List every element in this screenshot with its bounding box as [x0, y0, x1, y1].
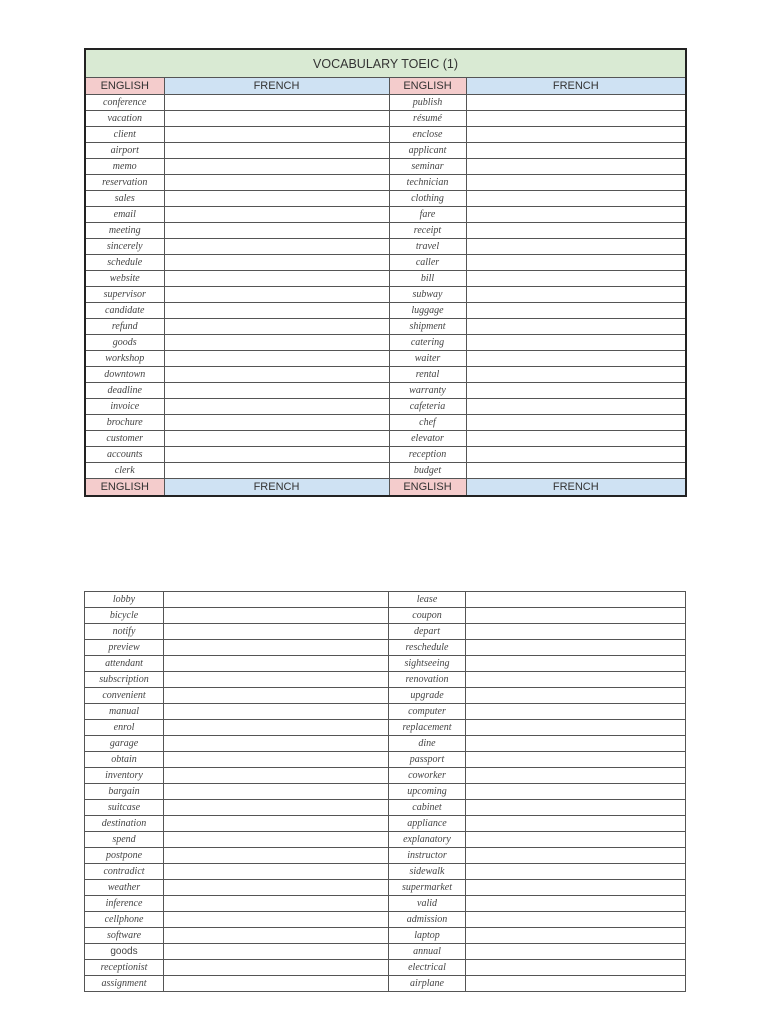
french-answer-field-right[interactable]	[466, 127, 686, 143]
english-word-left: obtain	[85, 752, 164, 768]
french-answer-field-left[interactable]	[164, 351, 389, 367]
table-row	[85, 656, 686, 672]
french-answer-field-right[interactable]	[466, 463, 686, 479]
english-word-right: renovation	[389, 672, 466, 688]
french-answer-field-left[interactable]	[164, 736, 389, 752]
french-answer-field-right[interactable]	[466, 447, 686, 463]
french-answer-field-left[interactable]	[164, 720, 389, 736]
english-word-left: cellphone	[85, 912, 164, 928]
french-answer-field-right[interactable]	[466, 431, 686, 447]
table-row	[85, 463, 686, 479]
english-word-right: airplane	[389, 976, 466, 992]
english-word-right: supermarket	[389, 880, 466, 896]
table-row	[85, 848, 686, 864]
english-word-left: meeting	[85, 223, 164, 239]
english-word-right: luggage	[389, 303, 466, 319]
english-word-left: notify	[85, 624, 164, 640]
english-word-right: clothing	[389, 191, 466, 207]
english-word-right: chef	[389, 415, 466, 431]
french-answer-field-right[interactable]	[466, 784, 686, 800]
english-word-right: bill	[389, 271, 466, 287]
french-answer-field-left[interactable]	[164, 143, 389, 159]
french-answer-field-left[interactable]	[164, 175, 389, 191]
vocabulary-table-2	[84, 591, 686, 992]
table-row	[85, 832, 686, 848]
english-word-left: reservation	[85, 175, 164, 191]
french-answer-field-right[interactable]	[466, 239, 686, 255]
header-row	[85, 78, 686, 95]
english-word-right: passport	[389, 752, 466, 768]
table-row	[85, 608, 686, 624]
english-word-left: clerk	[85, 463, 164, 479]
french-answer-field-right[interactable]	[466, 383, 686, 399]
english-word-left: spend	[85, 832, 164, 848]
table-row	[85, 431, 686, 447]
french-answer-field-left[interactable]	[164, 207, 389, 223]
french-answer-field-right[interactable]	[466, 271, 686, 287]
french-answer-field-left[interactable]	[164, 223, 389, 239]
french-answer-field-left[interactable]	[164, 816, 389, 832]
french-answer-field-right[interactable]	[466, 111, 686, 127]
french-answer-field-right[interactable]	[466, 656, 686, 672]
english-word-right: sidewalk	[389, 864, 466, 880]
table-row	[85, 672, 686, 688]
table-row	[85, 95, 686, 111]
english-word-right: reception	[389, 447, 466, 463]
table-row	[85, 704, 686, 720]
french-answer-field-right[interactable]	[466, 720, 686, 736]
english-word-left: email	[85, 207, 164, 223]
english-word-right: coworker	[389, 768, 466, 784]
table-row	[85, 223, 686, 239]
french-answer-field-right[interactable]	[466, 367, 686, 383]
english-word-right: cabinet	[389, 800, 466, 816]
french-answer-field-right[interactable]	[466, 880, 686, 896]
table-row	[85, 592, 686, 608]
table-row	[85, 864, 686, 880]
footer-header-french-left: FRENCH	[164, 479, 389, 497]
header-english-left: ENGLISH	[85, 78, 164, 95]
table-row	[85, 976, 686, 992]
french-answer-field-left[interactable]	[164, 624, 389, 640]
english-word-left: airport	[85, 143, 164, 159]
english-word-left: candidate	[85, 303, 164, 319]
english-word-left: convenient	[85, 688, 164, 704]
header-french-right: FRENCH	[466, 78, 686, 95]
english-word-right: technician	[389, 175, 466, 191]
french-answer-field-right[interactable]	[466, 768, 686, 784]
french-answer-field-left[interactable]	[164, 287, 389, 303]
table-row	[85, 928, 686, 944]
english-word-right: publish	[389, 95, 466, 111]
french-answer-field-left[interactable]	[164, 592, 389, 608]
english-word-right: résumé	[389, 111, 466, 127]
french-answer-field-right[interactable]	[466, 928, 686, 944]
french-answer-field-left[interactable]	[164, 944, 389, 960]
english-word-right: replacement	[389, 720, 466, 736]
table-row	[85, 768, 686, 784]
english-word-right: applicant	[389, 143, 466, 159]
english-word-left: refund	[85, 319, 164, 335]
table-row	[85, 175, 686, 191]
french-answer-field-right[interactable]	[466, 95, 686, 111]
french-answer-field-left[interactable]	[164, 255, 389, 271]
header-english-right: ENGLISH	[389, 78, 466, 95]
header-french-left: FRENCH	[164, 78, 389, 95]
french-answer-field-left[interactable]	[164, 912, 389, 928]
english-word-right: catering	[389, 335, 466, 351]
french-answer-field-left[interactable]	[164, 415, 389, 431]
french-answer-field-right[interactable]	[466, 688, 686, 704]
table-row	[85, 688, 686, 704]
english-word-left: customer	[85, 431, 164, 447]
french-answer-field-left[interactable]	[164, 784, 389, 800]
english-word-left: sincerely	[85, 239, 164, 255]
french-answer-field-right[interactable]	[466, 335, 686, 351]
table-row	[85, 303, 686, 319]
english-word-left: receptionist	[85, 960, 164, 976]
english-word-right: waiter	[389, 351, 466, 367]
english-word-right: computer	[389, 704, 466, 720]
table-row	[85, 399, 686, 415]
french-answer-field-right[interactable]	[466, 399, 686, 415]
french-answer-field-right[interactable]	[466, 832, 686, 848]
french-answer-field-left[interactable]	[164, 768, 389, 784]
french-answer-field-right[interactable]	[466, 848, 686, 864]
english-word-left: enrol	[85, 720, 164, 736]
french-answer-field-right[interactable]	[466, 175, 686, 191]
table-row	[85, 207, 686, 223]
english-word-right: reschedule	[389, 640, 466, 656]
french-answer-field-left[interactable]	[164, 111, 389, 127]
english-word-right: electrical	[389, 960, 466, 976]
footer-header-english-right: ENGLISH	[389, 479, 466, 497]
english-word-right: caller	[389, 255, 466, 271]
table-row	[85, 287, 686, 303]
table-row	[85, 736, 686, 752]
table-row	[85, 447, 686, 463]
french-answer-field-right[interactable]	[466, 800, 686, 816]
english-word-right: valid	[389, 896, 466, 912]
english-word-left: website	[85, 271, 164, 287]
english-word-left: lobby	[85, 592, 164, 608]
english-word-right: shipment	[389, 319, 466, 335]
english-word-right: warranty	[389, 383, 466, 399]
english-word-right: coupon	[389, 608, 466, 624]
english-word-left: inference	[85, 896, 164, 912]
french-answer-field-right[interactable]	[466, 223, 686, 239]
english-word-right: dine	[389, 736, 466, 752]
table-row	[85, 271, 686, 287]
english-word-right: admission	[389, 912, 466, 928]
english-word-left: weather	[85, 880, 164, 896]
french-answer-field-left[interactable]	[164, 864, 389, 880]
english-word-right: sightseeing	[389, 656, 466, 672]
english-word-left: preview	[85, 640, 164, 656]
table-row	[85, 239, 686, 255]
english-word-right: subway	[389, 287, 466, 303]
french-answer-field-right[interactable]	[466, 143, 686, 159]
french-answer-field-left[interactable]	[164, 800, 389, 816]
french-answer-field-right[interactable]	[466, 415, 686, 431]
english-word-left: vacation	[85, 111, 164, 127]
french-answer-field-right[interactable]	[466, 816, 686, 832]
table-row	[85, 816, 686, 832]
english-word-right: rental	[389, 367, 466, 383]
english-word-left: invoice	[85, 399, 164, 415]
english-word-left: schedule	[85, 255, 164, 271]
french-answer-field-left[interactable]	[164, 672, 389, 688]
english-word-right: appliance	[389, 816, 466, 832]
english-word-left: manual	[85, 704, 164, 720]
french-answer-field-right[interactable]	[466, 303, 686, 319]
english-word-right: explanatory	[389, 832, 466, 848]
table-row	[85, 640, 686, 656]
french-answer-field-left[interactable]	[164, 191, 389, 207]
french-answer-field-right[interactable]	[466, 255, 686, 271]
french-answer-field-right[interactable]	[466, 624, 686, 640]
table-row	[85, 800, 686, 816]
french-answer-field-left[interactable]	[164, 431, 389, 447]
french-answer-field-left[interactable]	[164, 704, 389, 720]
english-word-left: client	[85, 127, 164, 143]
english-word-right: instructor	[389, 848, 466, 864]
french-answer-field-right[interactable]	[466, 896, 686, 912]
english-word-right: lease	[389, 592, 466, 608]
english-word-left: supervisor	[85, 287, 164, 303]
french-answer-field-left[interactable]	[164, 463, 389, 479]
french-answer-field-right[interactable]	[466, 960, 686, 976]
english-word-right: seminar	[389, 159, 466, 175]
french-answer-field-left[interactable]	[164, 688, 389, 704]
french-answer-field-left[interactable]	[164, 608, 389, 624]
table-row	[85, 960, 686, 976]
english-word-right: travel	[389, 239, 466, 255]
french-answer-field-right[interactable]	[466, 207, 686, 223]
french-answer-field-left[interactable]	[164, 960, 389, 976]
table-row	[85, 255, 686, 271]
table-row	[85, 367, 686, 383]
french-answer-field-right[interactable]	[466, 752, 686, 768]
table-row	[85, 720, 686, 736]
footer-header-row	[85, 479, 686, 497]
english-word-left: goods	[85, 335, 164, 351]
english-word-left: conference	[85, 95, 164, 111]
french-answer-field-right[interactable]	[466, 351, 686, 367]
english-word-left: downtown	[85, 367, 164, 383]
english-word-right: enclose	[389, 127, 466, 143]
english-word-left: memo	[85, 159, 164, 175]
footer-header-french-right: FRENCH	[466, 479, 686, 497]
french-answer-field-left[interactable]	[164, 848, 389, 864]
french-answer-field-right[interactable]	[466, 736, 686, 752]
table-row	[85, 415, 686, 431]
english-word-left: destination	[85, 816, 164, 832]
french-answer-field-left[interactable]	[164, 976, 389, 992]
french-answer-field-left[interactable]	[164, 159, 389, 175]
english-word-left: assignment	[85, 976, 164, 992]
french-answer-field-right[interactable]	[466, 672, 686, 688]
table-row	[85, 319, 686, 335]
english-word-right: annual	[389, 944, 466, 960]
french-answer-field-right[interactable]	[466, 640, 686, 656]
english-word-left: garage	[85, 736, 164, 752]
french-answer-field-right[interactable]	[466, 976, 686, 992]
english-word-left: software	[85, 928, 164, 944]
table-row	[85, 159, 686, 175]
english-word-left: bargain	[85, 784, 164, 800]
english-word-right: elevator	[389, 431, 466, 447]
french-answer-field-left[interactable]	[164, 832, 389, 848]
table-row	[85, 111, 686, 127]
footer-header-english-left: ENGLISH	[85, 479, 164, 497]
table-row	[85, 896, 686, 912]
english-word-left: deadline	[85, 383, 164, 399]
french-answer-field-left[interactable]	[164, 127, 389, 143]
table-row	[85, 912, 686, 928]
english-word-right: receipt	[389, 223, 466, 239]
french-answer-field-right[interactable]	[466, 944, 686, 960]
english-word-left: contradict	[85, 864, 164, 880]
french-answer-field-right[interactable]	[466, 287, 686, 303]
french-answer-field-right[interactable]	[466, 159, 686, 175]
english-word-right: budget	[389, 463, 466, 479]
french-answer-field-left[interactable]	[164, 383, 389, 399]
english-word-left: postpone	[85, 848, 164, 864]
title-row	[85, 49, 686, 78]
english-word-left: workshop	[85, 351, 164, 367]
french-answer-field-right[interactable]	[466, 191, 686, 207]
english-word-left: attendant	[85, 656, 164, 672]
table-title: VOCABULARY TOEIC (1)	[85, 49, 686, 78]
french-answer-field-right[interactable]	[466, 912, 686, 928]
table-row	[85, 784, 686, 800]
english-word-left: suitcase	[85, 800, 164, 816]
french-answer-field-left[interactable]	[164, 95, 389, 111]
french-answer-field-right[interactable]	[466, 592, 686, 608]
table-row	[85, 143, 686, 159]
french-answer-field-left[interactable]	[164, 303, 389, 319]
english-word-right: fare	[389, 207, 466, 223]
french-answer-field-left[interactable]	[164, 319, 389, 335]
table-row	[85, 127, 686, 143]
french-answer-field-left[interactable]	[164, 656, 389, 672]
french-answer-field-left[interactable]	[164, 239, 389, 255]
french-answer-field-left[interactable]	[164, 640, 389, 656]
english-word-left: sales	[85, 191, 164, 207]
english-word-right: laptop	[389, 928, 466, 944]
vocabulary-table-1	[84, 48, 687, 497]
french-answer-field-left[interactable]	[164, 752, 389, 768]
english-word-right: cafeteria	[389, 399, 466, 415]
french-answer-field-left[interactable]	[164, 367, 389, 383]
english-word-left: goods	[85, 944, 164, 960]
english-word-left: bicycle	[85, 608, 164, 624]
table-row	[85, 944, 686, 960]
english-word-right: upcoming	[389, 784, 466, 800]
table-row	[85, 624, 686, 640]
french-answer-field-right[interactable]	[466, 864, 686, 880]
table-row	[85, 191, 686, 207]
french-answer-field-left[interactable]	[164, 896, 389, 912]
french-answer-field-left[interactable]	[164, 447, 389, 463]
french-answer-field-right[interactable]	[466, 704, 686, 720]
french-answer-field-left[interactable]	[164, 928, 389, 944]
french-answer-field-left[interactable]	[164, 399, 389, 415]
table-row	[85, 880, 686, 896]
english-word-right: depart	[389, 624, 466, 640]
table-row	[85, 351, 686, 367]
english-word-left: accounts	[85, 447, 164, 463]
french-answer-field-left[interactable]	[164, 335, 389, 351]
french-answer-field-right[interactable]	[466, 319, 686, 335]
english-word-left: brochure	[85, 415, 164, 431]
table-row	[85, 383, 686, 399]
english-word-left: inventory	[85, 768, 164, 784]
english-word-right: upgrade	[389, 688, 466, 704]
french-answer-field-left[interactable]	[164, 880, 389, 896]
table-row	[85, 335, 686, 351]
french-answer-field-left[interactable]	[164, 271, 389, 287]
french-answer-field-right[interactable]	[466, 608, 686, 624]
table-row	[85, 752, 686, 768]
english-word-left: subscription	[85, 672, 164, 688]
